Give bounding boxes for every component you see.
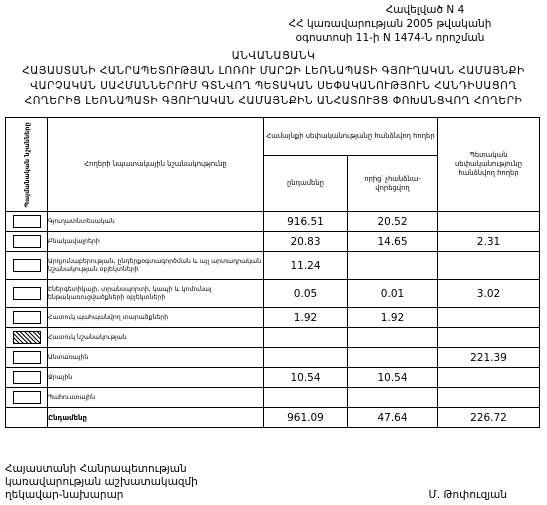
state-value (438, 328, 540, 348)
legend-cell (6, 328, 48, 348)
legend-cell (6, 348, 48, 368)
total-row (6, 408, 540, 428)
legend-cell (6, 368, 48, 388)
category-name: Բնակավայրերի (48, 232, 264, 252)
signer-title-1: Հայաստանի Հանրապետության (5, 463, 187, 475)
legend-swatch (13, 215, 41, 228)
legend-swatch (13, 371, 41, 384)
appendix-number: Հավելված N 4 (385, 4, 465, 16)
table-row (6, 212, 540, 232)
legend-swatch (13, 311, 41, 324)
table-row (6, 328, 540, 348)
legend-swatch (13, 287, 41, 300)
state-header: Պետական սեփականությունը հանձնվող հողեր (438, 118, 540, 212)
total-value: 10.54 (264, 368, 348, 388)
land-table (5, 117, 540, 428)
category-name: Արդյունաբերության, ընդերքօգտագործման և այլ արտադրական նշանակության օբյեկտների (48, 252, 264, 280)
decree-line: ՀՀ կառավարության 2005 թվականի (288, 18, 492, 30)
table-row (6, 280, 540, 308)
total-of-which: 47.64 (348, 408, 438, 428)
of-which-value: 20.52 (348, 212, 438, 232)
total-state: 226.72 (438, 408, 540, 428)
total-value: 0.05 (264, 280, 348, 308)
category-name: Անտառային (48, 348, 264, 368)
table-row (6, 252, 540, 280)
legend-cell (6, 232, 48, 252)
of-which-value (348, 388, 438, 408)
total-total: 961.09 (264, 408, 348, 428)
state-value: 221.39 (438, 348, 540, 368)
table-row (6, 388, 540, 408)
legend-swatch (13, 235, 41, 248)
legend-header: Պայմանական նշանները (6, 118, 48, 212)
signature-block (5, 463, 198, 502)
state-value (438, 388, 540, 408)
of-which-value: 14.65 (348, 232, 438, 252)
category-name: Էներգետիկայի, տրանսպորտի, կապի և կոմունալ ենթակառուցվածքների օբյեկտների (48, 280, 264, 308)
total-header: ընդամենը (264, 156, 348, 212)
state-value: 3.02 (438, 280, 540, 308)
of-which-value: 1.92 (348, 308, 438, 328)
total-value (264, 388, 348, 408)
state-value (438, 252, 540, 280)
legend-swatch (13, 391, 41, 404)
total-value (264, 348, 348, 368)
total-value: 11.24 (264, 252, 348, 280)
signer-title-3: ղեկավար-նախարար (5, 489, 124, 501)
category-name: Ջրային (48, 368, 264, 388)
doc-subtitle-2: ՎԱՐՉԱԿԱՆ ՍԱՀՄԱՆՆԵՐՈՒՄ ԳՏՆՎՈՂ ՊԵՏԱԿԱՆ ՍԵՓԱԿԱՆՈՒԹՅՈՒՆ ՀԱՆԴԻՍԱՑՈՂ (30, 80, 517, 92)
legend-cell (6, 212, 48, 232)
transfer-group-header: Համայնքի սեփականությանը հանձնվող հողեր (264, 118, 438, 156)
table-row (6, 232, 540, 252)
table-row (6, 368, 540, 388)
total-label: Ընդամենը (48, 408, 264, 428)
of-which-value (348, 348, 438, 368)
category-header: Հողերի նպատակային նշանակությունը (48, 118, 264, 212)
total-value: 20.83 (264, 232, 348, 252)
category-name: Հատուկ պահպանվող տարածքների (48, 308, 264, 328)
appendix-header (240, 3, 540, 45)
decree-date: օգոստոսի 11-ի N 1474-Ն որոշման (295, 32, 485, 44)
of-which-value (348, 328, 438, 348)
signer-title-2: կառավարության աշխատակազմի (5, 476, 198, 488)
legend-cell (6, 280, 48, 308)
total-value (264, 328, 348, 348)
state-value: 2.31 (438, 232, 540, 252)
state-value (438, 368, 540, 388)
doc-title: ԱՆՎԱՆԱՑԱՆԿ (231, 50, 316, 62)
total-value: 916.51 (264, 212, 348, 232)
of-which-value: 10.54 (348, 368, 438, 388)
category-name: Գյուղատնտեսական (48, 212, 264, 232)
category-name: Հատուկ նշանակության (48, 328, 264, 348)
state-value (438, 212, 540, 232)
state-value (438, 308, 540, 328)
legend-swatch (13, 331, 41, 344)
legend-swatch (13, 259, 41, 272)
doc-subtitle-1: ՀԱՅԱՍՏԱՆԻ ՀԱՆՐԱՊԵՏՈՒԹՅԱՆ ԼՈՌՈՒ ՄԱՐԶԻ ԼԵՌՆԱՊԱՏԻ ԳՅՈՒՂԱԿԱՆ ՀԱՄԱՅՆՔԻ (22, 65, 525, 77)
legend-swatch (13, 351, 41, 364)
signer-name: Մ. Թոփուզյան (428, 489, 507, 501)
doc-subtitle-3: ՀՈՂԵՐԻՑ ԼԵՌՆԱՊԱՏԻ ԳՅՈՒՂԱԿԱՆ ՀԱՄԱՅՆՔԻՆ ԱՆՀԱՏՈՒՅՑ ՓՈԽԱՆՑՎՈՂ ՀՈՂԵՐԻ (24, 95, 523, 107)
table-row (6, 348, 540, 368)
category-name: Պահուստային (48, 388, 264, 408)
total-value: 1.92 (264, 308, 348, 328)
of-which-value: 0.01 (348, 280, 438, 308)
legend-cell (6, 308, 48, 328)
of-which-header: որից՝ չհանձնա-վորեցվող (348, 156, 438, 212)
table-row (6, 308, 540, 328)
legend-cell (6, 388, 48, 408)
legend-cell (6, 252, 48, 280)
of-which-value (348, 252, 438, 280)
